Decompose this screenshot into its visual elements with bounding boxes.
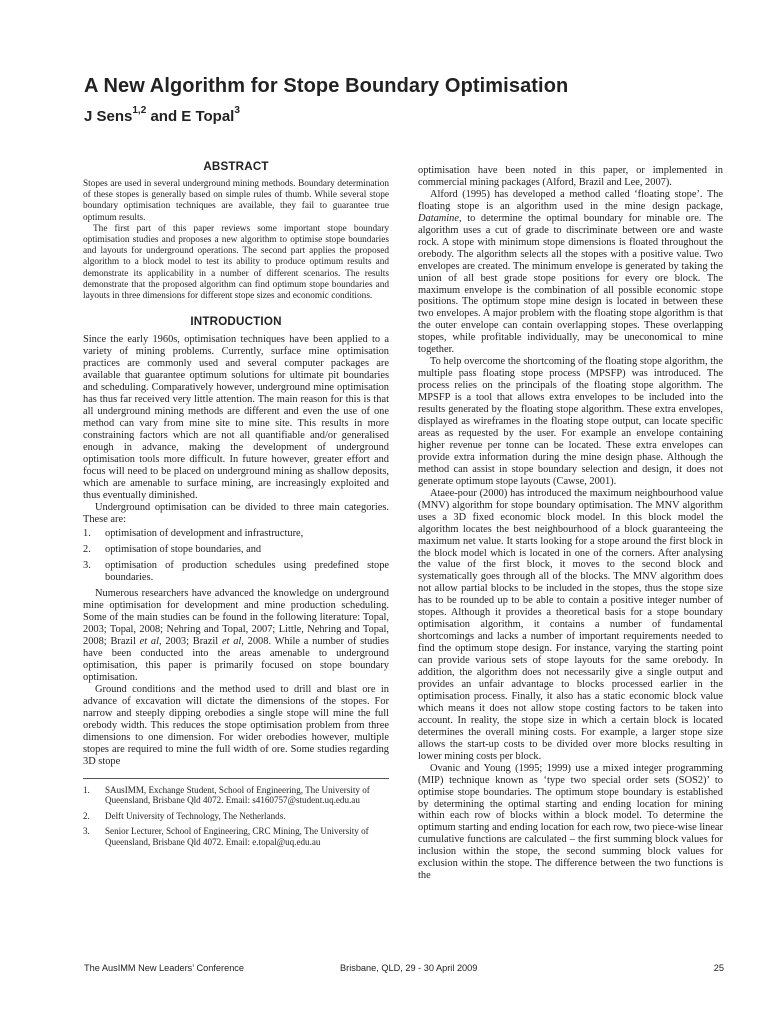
abstract-section — [83, 160, 389, 302]
abstract-paragraph: Stopes are used in several underground mining methods. Boundary determination of these stopes is generally based on simple rules of thumb. While several stope boundary optimisation techniques are available, they fail to guarantee true optimum results. — [83, 179, 389, 223]
page-number: 25 — [713, 963, 724, 973]
footnote-divider — [83, 778, 389, 779]
abstract-heading: ABSTRACT — [203, 160, 269, 173]
footer-conference: The AusIMM New Leaders’ Conference — [84, 963, 245, 973]
footnotes — [83, 785, 389, 848]
paper-title: A New Algorithm for Stope Boundary Optimisation — [84, 75, 569, 97]
author-2-affiliation: 3 — [234, 105, 240, 116]
author-1-name: J Sens — [84, 108, 133, 125]
body-paragraph: optimisation have been noted in this paper, or implemented in commercial mining packages (Alford, Brazil and Lee, 2007). — [418, 165, 723, 188]
body-paragraph: To help overcome the shortcoming of the floating stope algorithm, the multiple pass floating stope process (MPSFP) was introduced. The process relies on the principals of the floating stope algorithm. The MPSFP is a tool that allows extra envelopes to be included into the results generated by the floating stope algorithm. These extra envelopes, displayed as wireframes in the floating stope output, can locate specific areas as requested by the user. For example an envelope containing higher revenue per tonne can be located. These extra envelopes can provide extra information during the mine design phase. Although the method can assist in stope boundary selection and design, it does not generate optimum stope layouts (Cawse, 2001). — [418, 356, 723, 487]
introduction-heading: INTRODUCTION — [190, 315, 282, 329]
footnote-item: 1. SAusIMM, Exchange Student, School of Engineering, The University of Queensland, Brisbane Qld 4072. Email: s4160757@student.uq.edu.au — [83, 784, 370, 806]
author-1-affiliation: 1,2 — [132, 105, 147, 116]
body-paragraph: Alford (1995) has developed a method called ‘floating stope’. The floating stope is an algorithm used in the mine design package, Datamine, to determine the optimal boundary for minable ore. The algorithm uses a cut of grade to discriminate between ore and waste rock. A stope with minimum stope dimensions is floated throughout the orebody. The algorithm selects all the stopes with a positive value. Two envelopes are created. The minimum envelope is generated by taking the union of all best grade stope positions for every ore block. The maximum envelope is the combination of all possible economic stope positions. The optimum stope mine design is located in between these two envelopes. A major problem with the floating stope algorithm is that the outer envelope can contain overlapping stopes. These overlapping stopes, while profitable individually, may be uneconomical to mine together. — [418, 188, 723, 356]
body-paragraph: Numerous researchers have advanced the knowledge on underground mine optimisation for development and mine production scheduling. Some of the main studies can be found in the following literature: Topal, 2003; Topal, 2008; Nehring and Topal, 2007; Little, Nehring and Topal, 2008; Brazil et al, 2003; Brazil et al, 2008. While a number of studies have been conducted into the areas amenable to underground optimisation, this paper is primarily focused on stope boundary optimisation. — [83, 588, 389, 683]
author-line — [84, 105, 240, 125]
body-paragraph: Underground optimisation can be divided to three main categories. These are: — [83, 501, 389, 525]
body-paragraph: Ataee-pour (2000) has introduced the maximum neighbourhood value (MNV) algorithm for stope boundary optimisation. The MNV algorithm uses a 3D fixed economic block model. In this block model the algorithm locates the best neighbourhood of a block guaranteeing the maximum net value. It starts looking for a stope around the first block in the block model which is located in one of the corners. After analysing the value of the first block, it moves to the second block and systematically goes through all of the blocks. The MNV algorithm does not allow partial blocks to be included in the stopes, thus the stope size has to be rounded up to be able to contain a positive integer number of stopes. Although it provides a theoretical basis for a stope boundary optimisation algorithm, it contains a number of fundamental shortcomings and lacks a number of important requirements needed to find the optimum stope design. For instance, varying the starting point can provide various sets of stope layouts for the same orebody. In addition, the algorithm does not necessarily give a single output and provides an unfair advantage to blocks processed earlier in the optimisation process. Finally, it also has a static economic block value which means it does not allow stope costing factors to be taken into account. In reality, the stope size in which a certain block is located determines the overall mining costs. For example, a larger stope size allows the start-up costs to be divided over more blocks resulting in lower mining costs per block. — [418, 487, 723, 762]
body-paragraph: Ovanic and Young (1995; 1999) use a mixed integer programming (MIP) technique known as ‘type two special order sets (SOS2)’ to optimise stope boundaries. The optimum stope boundary is established by determining the optimal starting and ending location for mining within each row of blocks within a block model. To determine the optimum starting and ending location for each row, two piece-wise linear cumulative functions are calculated – the first summing block values for inclusion within the stope, the second summing block values for exclusion within the stope. The difference between the two functions is the — [418, 762, 723, 882]
body-paragraph: Ground conditions and the method used to drill and blast ore in advance of excavation will dictate the dimensions of the stopes. For narrow and steeply dipping orebodies a single stope will mine the full orebody width. This reduces the stope optimisation problem from three dimensions to one dimension. For wider orebodies however, multiple stopes are required to mine the full width of ore. Some studies regarding 3D stope — [83, 683, 389, 767]
body-paragraph: Since the early 1960s, optimisation techniques have been applied to a variety of mining problems. Currently, surface mine optimisation practices are commonly used and several computer packages are available that guarantee optimum solutions for ultimate pit boundaries and scheduling. Comparatively however, underground mine optimisation has thus far received very little attention. The main reason for this is that all underground mining methods are different and even the use of one method can vary from mine site to mine site. This results in more constraining factors which are not all quantifiable and/or generalised enough in advance, making the development of underground optimisation tools more difficult. In future however, greater effort and focus will need to be placed on underground mining as shallow deposits, which are amenable to surface mining, are increasingly exploited and thus eventually diminished. — [83, 334, 389, 501]
list-item: 3. optimisation of production schedules using predefined stope boundaries. — [83, 560, 389, 584]
right-column — [418, 165, 723, 882]
author-2-name: E Topal — [181, 108, 235, 125]
footnote-item: 3. Senior Lecturer, School of Engineering, CRC Mining, The University of Queensland, Brisbane Qld 4072. Email: e.topal@uq.edu.au — [83, 826, 369, 847]
introduction-section — [83, 315, 389, 767]
footer-location-date: Brisbane, QLD, 29 - 30 April 2009 — [340, 963, 478, 973]
footnote-item: 2. Delft University of Technology, The Netherlands. — [83, 810, 286, 821]
left-column — [83, 160, 389, 853]
author-joiner: and — [146, 108, 182, 125]
abstract-paragraph: The first part of this paper reviews some important stope boundary optimisation studies and proposes a new algorithm to optimise stope boundaries and layouts for underground operations. The second part applies the proposed algorithm to a block model to test its ability to produce optimum results and demonstrate its applicability in a number of different scenarios. The results demonstrate that the proposed algorithm can find optimum stope boundaries and layouts in three dimensions for different stope sizes and economic conditions. — [83, 223, 389, 302]
category-list — [83, 528, 389, 584]
list-item: 2. optimisation of stope boundaries, and — [83, 544, 262, 556]
list-item: 1. optimisation of development and infrastructure, — [83, 528, 304, 540]
